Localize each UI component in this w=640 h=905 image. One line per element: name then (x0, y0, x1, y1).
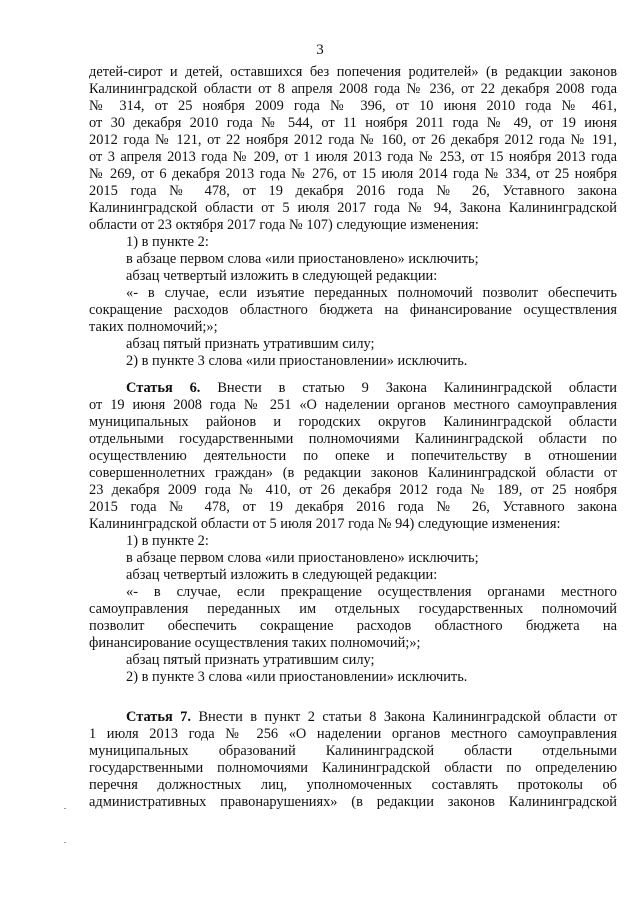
text-line: финансирование осуществления таких полномочий;»; (89, 635, 421, 651)
text-line: позволит обеспечить сокращение расходов областного бюджета на (89, 618, 617, 634)
text-line: муниципальных районов и городских округов Калининградской области (89, 414, 617, 430)
text-line: от 30 декабря 2010 года № 544, от 11 ноября 2011 года № 49, от 19 июня (89, 115, 617, 131)
text-line: Калининградской области от 5 июля 2017 года № 94, Закона Калининградской (89, 200, 617, 216)
text-line: 1) в пункте 2: (126, 234, 209, 250)
text-line: перечня должностных лиц, уполномоченных составлять протоколы об (89, 777, 617, 793)
text-line: Калининградской области от 8 апреля 2008 года № 236, от 22 декабря 2008 года (89, 81, 617, 97)
article-6-first-line (126, 380, 617, 397)
text-line: абзац пятый признать утратившим силу; (126, 336, 375, 352)
text-line: № 269, от 6 декабря 2013 года № 276, от 15 июля 2014 года № 334, от 25 ноября (89, 166, 617, 182)
text-line: от 3 апреля 2013 года № 209, от 1 июля 2013 года № 253, от 15 ноября 2013 года (89, 149, 617, 165)
text-line: совершеннолетних граждан» (в редакции законов Калининградской области от (89, 465, 617, 481)
text-line: 2) в пункте 3 слова «или приостановлении» исключить. (126, 669, 468, 685)
text-line: Калининградской области от 5 июля 2017 года № 94) следующие изменения: (89, 516, 561, 532)
scan-mark (64, 808, 66, 809)
text-line: 1 июля 2013 года № 256 «О наделении органов местного самоуправления (89, 726, 617, 742)
text-line: области от 23 октября 2017 года № 107) следующие изменения: (89, 217, 479, 233)
text-line: самоуправления переданных им отдельных государственных полномочий (89, 601, 617, 617)
text-line: отдельными государственными полномочиями Калининградской области по (89, 431, 617, 447)
text-line: 1) в пункте 2: (126, 533, 209, 549)
page-number: 3 (316, 42, 324, 58)
text-line: осуществлению деятельности по опеке и попечительству в отношении (89, 448, 617, 464)
text-line: административных правонарушениях» (в редакции законов Калининградской (89, 794, 617, 810)
text-line: абзац четвертый изложить в следующей редакции: (126, 268, 438, 284)
text-line: таких полномочий;»; (89, 319, 218, 335)
text-line: сокращение расходов областного бюджета на финансирование осуществления (89, 302, 617, 318)
scan-mark (64, 842, 66, 843)
text-line: 2012 года № 121, от 22 ноября 2012 года № 160, от 26 декабря 2012 года № 191, (89, 132, 617, 148)
text-line: № 314, от 25 ноября 2009 года № 396, от 10 июня 2010 года № 461, (89, 98, 617, 114)
text-line: в абзаце первом слова «или приостановлено» исключить; (126, 251, 479, 267)
text-line: 2) в пункте 3 слова «или приостановлении» исключить. (126, 353, 468, 369)
article-heading: Статья 6. (126, 380, 201, 396)
article-7-first-line (126, 709, 617, 726)
text-line: детей-сирот и детей, оставшихся без попечения родителей» (в редакции законов (89, 64, 617, 80)
text-line: «- в случае, если изъятие переданных полномочий позволит обеспечить (126, 285, 617, 301)
text-line: 23 декабря 2009 года № 410, от 26 декабря 2012 года № 189, от 25 ноября (89, 482, 617, 498)
text-line: «- в случае, если прекращение осуществления органами местного (126, 584, 617, 600)
text-line: от 19 июня 2008 года № 251 «О наделении органов местного самоуправления (89, 397, 617, 413)
text-line: Внести в пункт 2 статьи 8 Закона Калининградской области от (198, 709, 617, 725)
text-line: абзац четвертый изложить в следующей редакции: (126, 567, 438, 583)
article-heading: Статья 7. (126, 709, 191, 725)
text-line: государственными полномочиями Калининградской области по определению (89, 760, 617, 776)
text-line: 2015 года № 478, от 19 декабря 2016 года № 26, Уставного закона (89, 499, 617, 515)
text-line: Внести в статью 9 Закона Калининградской области (217, 380, 617, 396)
text-line: 2015 года № 478, от 19 декабря 2016 года № 26, Уставного закона (89, 183, 617, 199)
text-line: муниципальных образований Калининградской области отдельными (89, 743, 617, 759)
text-line: в абзаце первом слова «или приостановлено» исключить; (126, 550, 479, 566)
text-line: абзац пятый признать утратившим силу; (126, 652, 375, 668)
